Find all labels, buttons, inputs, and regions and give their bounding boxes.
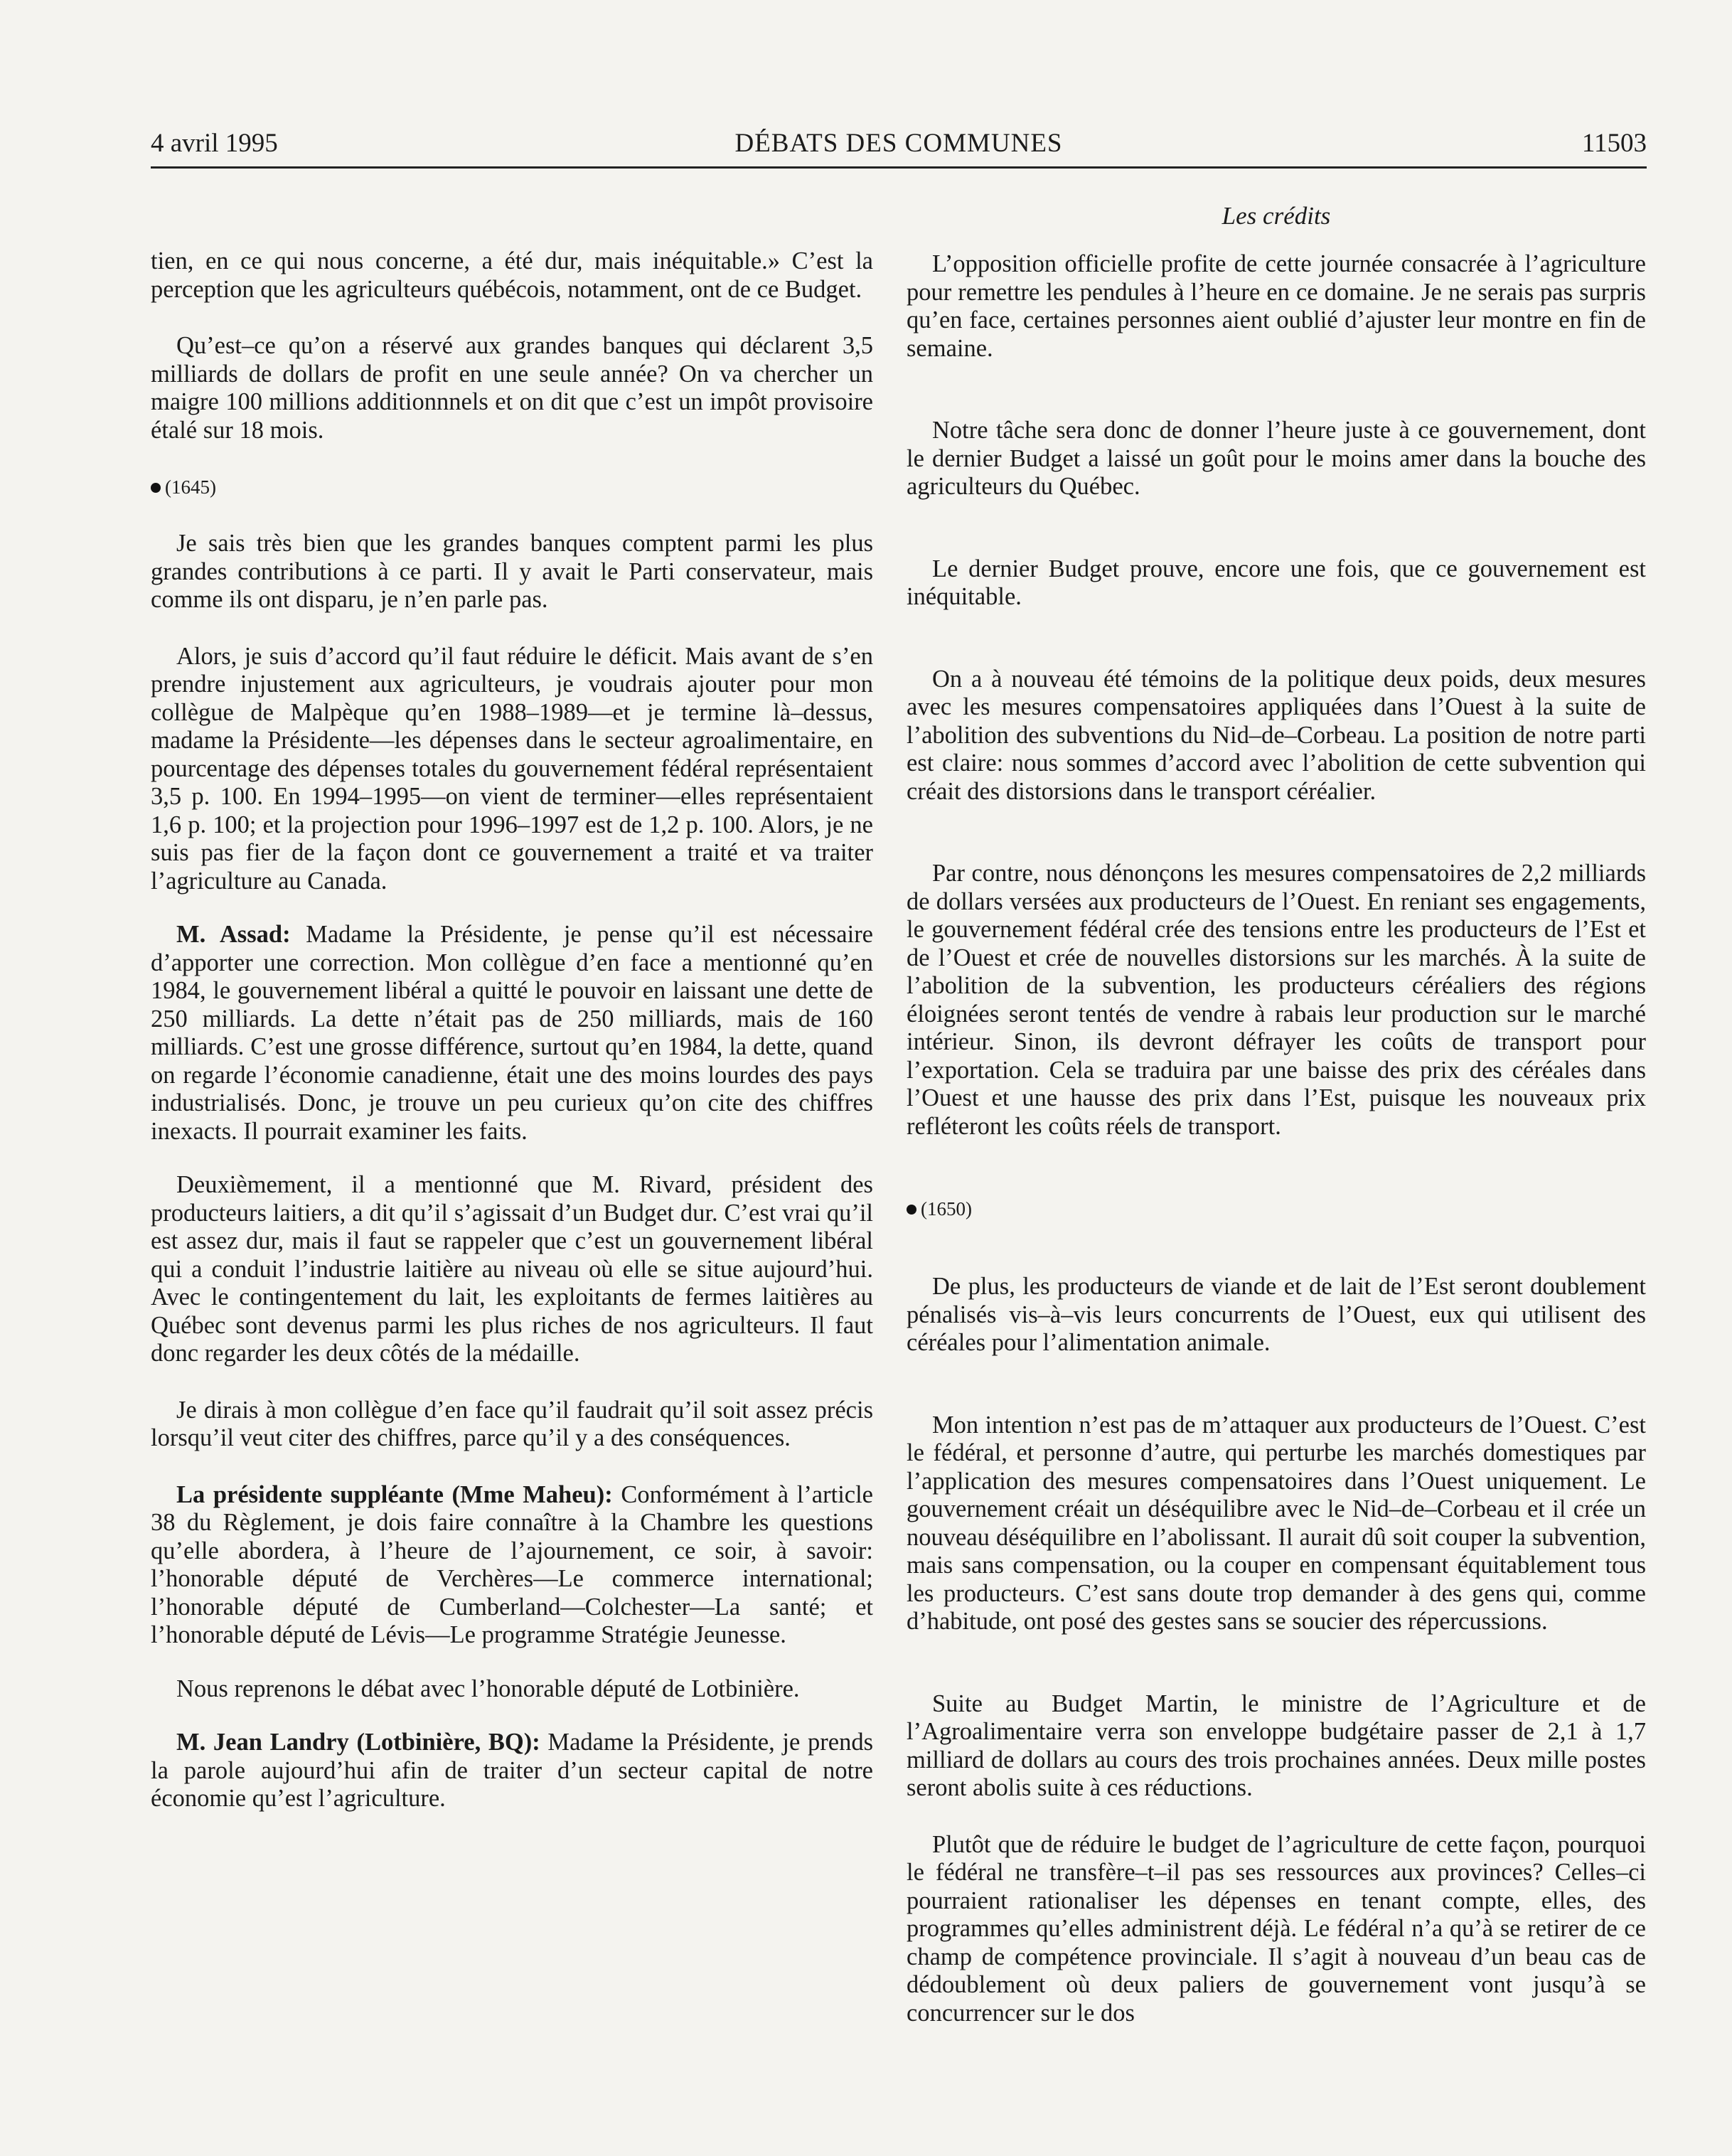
paragraph: Par contre, nous dénonçons les mesures compensatoires de 2,2 milliards de dollars versées aux producteurs de l’Ouest. En reniant ses engagements, le gouvernement fédéral crée des tensions entre les producteurs de l’Est et de l’Ouest et crée de nouvelles distorsions sur les marchés. À la suite de l’abolition de la subvention, les producteurs céréaliers des régions éloignées seront tentés de vendre à rabais leur production sur le marché intérieur. Sinon, ils devront défrayer les coûts de transport pour l’exportation. Cela se traduira par une baisse des prix des céréales dans l’Ouest et une hausse des prix dans l’Est, puisque les nouveaux prix refléteront les coûts réels de transport.: [907, 860, 1646, 1140]
paragraph: Je sais très bien que les grandes banques comptent parmi les plus grandes contributions à ce parti. Il y avait le Parti conservateur, mais comme ils ont disparu, je n’en parle pas.: [151, 530, 873, 613]
paragraph: Le dernier Budget prouve, encore une fois, que ce gouvernement est inéquitable.: [907, 555, 1646, 610]
section-label: Les crédits: [1222, 202, 1331, 230]
paragraph: Mon intention n’est pas de m’attaquer aux producteurs de l’Ouest. C’est le fédéral, et personne d’autre, qui perturbe les marchés domestiques par l’application des mesures compensatoires dans l’Ouest uniquement. Le gouvernement créait un déséquilibre avec le Nid–de–Corbeau et il crée un nouveau déséquilibre en l’abolissant. Il aurait dû soit couper la subvention, mais sans compensation, ou la couper en compensant équitablement tous les producteurs. C’est sans doute trop demander à des gens qui, comme d’habitude, ont posé des gestes sans se soucier des répercussions.: [907, 1411, 1646, 1635]
speech-text: Madame la Présidente, je prends la parole aujourd’hui afin de traiter d’un secteur capital de notre économie qu’est l’agriculture.: [151, 1729, 873, 1812]
running-header: [151, 122, 1647, 165]
page-number: 11503: [1581, 129, 1647, 158]
speech-paragraph: [151, 921, 873, 1146]
time-marker-label: (1650): [921, 1198, 972, 1220]
bullet-icon: [151, 483, 161, 493]
paragraph: Suite au Budget Martin, le ministre de l’Agriculture et de l’Agroalimentaire verra son enveloppe budgétaire passer de 2,1 à 1,7 milliard de dollars au cours des trois prochaines années. Deux mille postes seront abolis suite à ces réductions.: [907, 1690, 1646, 1801]
paragraph: Alors, je suis d’accord qu’il faut réduire le déficit. Mais avant de s’en prendre injustement aux agriculteurs, je voudrais ajouter pour mon collègue de Malpèque qu’en 1988–1989—et je termine là–dessus, madame la Présidente—les dépenses dans le secteur agroalimentaire, en pourcentage des dépenses totales du gouvernement fédéral représentaient 3,5 p. 100. En 1994–1995—on vient de terminer—elles représentaient 1,6 p. 100; et la projection pour 1996–1997 est de 1,2 p. 100. Alors, je ne suis pas fier de la façon dont ce gouvernement a traité et va traiter l’agriculture au Canada.: [151, 642, 873, 895]
paragraph: L’opposition officielle profite de cette journée consacrée à l’agriculture pour remettre les pendules à l’heure en ce domaine. Je ne serais pas surpris qu’en face, certaines personnes aient oublié d’ajuster leur montre en fin de semaine.: [907, 250, 1646, 362]
speaker-name: M. Assad:: [176, 921, 291, 948]
time-marker: [907, 1195, 1646, 1223]
paragraph: Deuxièmement, il a mentionné que M. Rivard, président des producteurs laitiers, a dit qu’il s’agissait d’un Budget dur. C’est vrai qu’il est assez dur, mais il faut se rappeler que c’est un gouvernement libéral qui a conduit l’industrie laitière au niveau où elle se situe aujourd’hui. Avec le contingentement du lait, les exploitants de fermes laitières au Québec sont devenus parmi les plus riches de nos agriculteurs. Il faut donc regarder les deux côtés de la médaille.: [151, 1171, 873, 1367]
bullet-icon: [907, 1205, 916, 1215]
time-marker: [151, 473, 873, 501]
paragraph: Qu’est–ce qu’on a réservé aux grandes banques qui déclarent 3,5 milliards de dollars de profit en une seule année? On va chercher un maigre 100 millions additionnnels et on dit que c’est un impôt provisoire étalé sur 18 mois.: [151, 332, 873, 444]
paragraph: On a à nouveau été témoins de la politique deux poids, deux mesures avec les mesures compensatoires appliquées dans l’Ouest à la suite de l’abolition des subventions du Nid–de–Corbeau. La position de notre parti est claire: nous sommes d’accord avec l’abolition de cette subvention qui créait des distorsions dans le transport céréalier.: [907, 665, 1646, 805]
paragraph: tien, en ce qui nous concerne, a été dur, mais inéquitable.» C’est la perception que les agriculteurs québécois, notamment, ont de ce Budget.: [151, 247, 873, 303]
right-column: [907, 250, 1646, 2056]
paragraph: Je dirais à mon collègue d’en face qu’il faudrait qu’il soit assez précis lorsqu’il veut citer des chiffres, parce qu’il y a des conséquences.: [151, 1396, 873, 1451]
speech-text: Conformément à l’article 38 du Règlement, je dois faire connaître à la Chambre les questions qu’elle abordera, à l’heure de l’ajournement, ce soir, à savoir: l’honorable député de Verchères—Le commerce international; l’honorable député de Cumberland—Colchester—La santé; et l’honorable député de Lévis—Le programme Stratégie Jeunesse.: [151, 1480, 873, 1648]
paragraph: Plutôt que de réduire le budget de l’agriculture de cette façon, pourquoi le fédéral ne transfère–t–il pas ses ressources aux provinces? Celles–ci pourraient rationaliser les dépenses en tenant compte, elles, des programmes qu’elles administrent déjà. Le fédéral n’a qu’à se retirer de ce champ de compétence provinciale. Il s’agit à nouveau d’un beau cas de dédoublement où deux paliers de gouvernement vont jusqu’à se concurrencer sur le dos: [907, 1830, 1646, 2027]
header-title: DÉBATS DES COMMUNES: [734, 129, 1063, 158]
speech-paragraph: [151, 1481, 873, 1650]
left-column: [151, 247, 873, 1842]
speaker-name: M. Jean Landry (Lotbinière, BQ):: [176, 1729, 540, 1756]
speech-paragraph: [151, 1729, 873, 1813]
header-date: 4 avril 1995: [151, 129, 278, 158]
time-marker-label: (1645): [165, 476, 216, 498]
header-rule: [151, 166, 1647, 169]
paragraph: Nous reprenons le débat avec l’honorable député de Lotbinière.: [176, 1675, 800, 1702]
paragraph: De plus, les producteurs de viande et de lait de l’Est seront doublement pénalisés vis–à–vis leurs concurrents de l’Ouest, eux qui utilisent des céréales pour l’alimentation animale.: [907, 1273, 1646, 1356]
speaker-name: La présidente suppléante (Mme Maheu):: [176, 1480, 613, 1508]
speech-text: Madame la Présidente, je pense qu’il est nécessaire d’apporter une correction. Mon collègue d’en face a mentionné qu’en 1984, le gouvernement libéral a quitté le pouvoir en laissant une dette de 250 milliards. La dette n’était pas de 250 milliards, mais de 160 milliards. C’est une grosse différence, surtout qu’en 1984, la dette, quand on regarde l’économie canadienne, était une des moins lourdes des pays industrialisés. Donc, je trouve un peu curieux qu’on cite des chiffres inexacts. Il pourrait examiner les faits.: [151, 921, 873, 1145]
paragraph: Notre tâche sera donc de donner l’heure juste à ce gouvernement, dont le dernier Budget a laissé un goût pour le moins amer dans la bouche des agriculteurs du Québec.: [907, 417, 1646, 500]
